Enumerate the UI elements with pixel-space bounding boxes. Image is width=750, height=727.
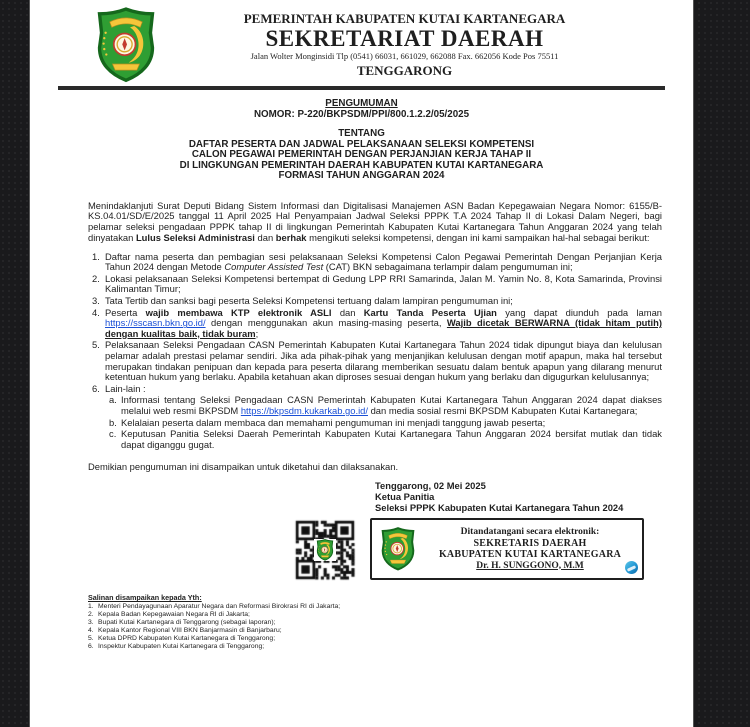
copy-item-number: 3. bbox=[88, 619, 94, 627]
text-segment: berhak bbox=[275, 231, 307, 243]
copies-heading: Salinan disampaikan kepada Yth: bbox=[88, 593, 202, 603]
stamp-text bbox=[424, 527, 636, 571]
list-item bbox=[92, 296, 662, 307]
stamp-signer-name: Dr. H. SUNGGONO, M.M bbox=[476, 560, 584, 571]
announcement-subject-line: FORMASI TAHUN ANGGARAN 2024 bbox=[278, 170, 445, 181]
link[interactable]: https://sscasn.bkn.go.id/ bbox=[105, 317, 206, 329]
announcement-title-block bbox=[30, 99, 693, 182]
bsre-certificate-icon bbox=[625, 561, 638, 574]
text-segment: Menindaklanjuti Surat Deputi Bidang Sistem Informasi dan Digitalisasi Manajemen ASN Badan Kepegawaian Negara Nomor: 6155/B-KS.04.01/SD/E/2025 tanggal 11 April 2025 Hal Penyampaian Jadwal Seleksi PPPK T.A 2024 Tahap II di Lokasi Dalam Negeri, bagi pelamar seleksi pengadaan PPPK tahap II di lingkungan Pemerintah Kabupaten Kutai Kartanegara Tahun Anggaran 2024 yang telah dinyatakan bbox=[88, 199, 662, 243]
copy-item bbox=[88, 643, 662, 651]
announcement-subject-line: DI LINGKUNGAN PEMERINTAH DAERAH KABUPATEN KUTAI KARTANEGARA bbox=[179, 159, 544, 171]
text-segment: Peserta bbox=[105, 306, 146, 318]
stamp-title: Ditandatangani secara elektronik: bbox=[460, 526, 600, 537]
stamp-office-line1: SEKRETARIS DAERAH bbox=[473, 537, 587, 549]
list-item bbox=[92, 252, 662, 273]
electronic-signature-stamp bbox=[370, 518, 644, 580]
text-segment: Informasi tentang Seleksi Pengadaan CASN Pemerintah Kabupaten Kutai Kartanegara Tahun Anggaran 2024 dapat diakses melalui web resmi BKPSDM bbox=[121, 394, 662, 416]
letterhead-text bbox=[162, 12, 647, 77]
signature-place-date: Tenggarong, 02 Mei 2025 bbox=[375, 480, 486, 492]
document-page bbox=[30, 0, 693, 727]
text-segment: wajib membawa KTP elektronik ASLI bbox=[145, 306, 332, 318]
link[interactable]: https://bkpsdm.kukarkab.go.id/ bbox=[240, 405, 368, 416]
letterhead-office: SEKRETARIAT DAERAH bbox=[265, 25, 544, 51]
text-segment: Lokasi pelaksanaan Seleksi Kompetensi bertempat di Gedung LPP RRI Samarinda, Jalan M. Yamin No. 8, Kota Samarinda, Provinsi Kalimantan Timur; bbox=[105, 272, 662, 295]
copy-item-text: Kepala Kantor Regional VIII BKN Banjarmasin di Banjarbaru; bbox=[98, 627, 282, 635]
text-segment: Daftar nama peserta dan pembagian sesi pelaksanaan Seleksi Kompetensi Calon Pegawai Pemerintah Dengan Perjanjian Kerja Tahun 2024 dengan Metode bbox=[105, 250, 662, 273]
list-marker: b. bbox=[109, 416, 117, 428]
list-marker: c. bbox=[109, 428, 117, 440]
sub-list-item bbox=[109, 395, 662, 416]
letterhead-government: PEMERINTAH KABUPATEN KUTAI KARTANEGARA bbox=[243, 11, 566, 27]
copy-item-number: 5. bbox=[88, 635, 94, 643]
sub-list-item bbox=[109, 429, 662, 450]
closing-line: Demikian pengumuman ini disampaikan untuk diketahui dan dilaksanakan. bbox=[88, 461, 399, 473]
kutai-kartanegara-emblem-icon bbox=[90, 7, 162, 83]
copy-item bbox=[88, 635, 662, 643]
signature-block bbox=[375, 481, 693, 513]
list-marker: 2. bbox=[92, 272, 100, 284]
text-segment: Pelaksanaan Seleksi Pengadaan CASN Pemerintah Kabupaten Kutai Kartanegara Tahun 2024 tidak dipungut biaya dan kelulusan pelamar adalah prestasi pelamar sendiri. Jika ada pihak-pihak yang menjanjikan kelulusan dengan motif apapun, maka hal tersebut merupakan tindakan penipuan dan kepada para peserta dilarang memberikan sesuatu dalam bentuk apapun yang dilarang menurut ketentuan hukum yang berlaku. Apabila ketahuan akan diproses sesuai dengan hukum yang berlaku dan digugurkan kelulusannya; bbox=[105, 339, 662, 383]
copy-item-text: Kepala Badan Kepegawaian Negara RI di Jakarta; bbox=[98, 611, 250, 619]
text-segment: dan media sosial resmi BKPSDM Kabupaten Kutai Kartanegara; bbox=[367, 405, 638, 416]
text-segment: (CAT) BKN sebagaimana terlampir dalam pengumuman ini; bbox=[323, 261, 573, 273]
list-item-text bbox=[121, 429, 662, 450]
copy-item-text: Ketua DPRD Kabupaten Kutai Kartanegara di Tenggarong; bbox=[98, 635, 276, 643]
list-item-text bbox=[105, 274, 662, 295]
copy-item bbox=[88, 619, 662, 627]
announcement-about-label: TENTANG bbox=[338, 128, 385, 139]
copy-item bbox=[88, 611, 662, 619]
sub-list-item bbox=[109, 418, 662, 429]
letterhead-city: TENGGARONG bbox=[356, 62, 453, 78]
copy-item-number: 2. bbox=[88, 611, 94, 619]
list-item-text bbox=[105, 252, 662, 273]
list-item-text bbox=[121, 395, 662, 416]
intro-paragraph bbox=[88, 201, 662, 244]
list-item-text bbox=[121, 418, 662, 429]
list-item-text bbox=[105, 296, 662, 307]
announcement-list bbox=[92, 252, 662, 451]
list-item bbox=[92, 274, 662, 295]
text-segment: Lain-lain : bbox=[105, 382, 146, 394]
text-segment: yang dapat diunduh pada laman bbox=[496, 306, 662, 318]
text-segment: Lulus Seleksi Administrasi bbox=[135, 231, 255, 243]
text-segment: Keputusan Panitia Seleksi Daerah Pemerintah Kabupaten Kutai Kartanegara Tahun Anggaran 2024 bersifat mutlak dan tidak dapat diganggu gugat. bbox=[121, 428, 662, 450]
list-item bbox=[92, 308, 662, 340]
list-marker: a. bbox=[109, 394, 117, 406]
text-segment: Kartu Tanda Peserta Ujian bbox=[363, 306, 497, 318]
text-segment: Computer Assisted Test bbox=[224, 261, 324, 273]
copy-item bbox=[88, 627, 662, 635]
copy-item-number: 4. bbox=[88, 627, 94, 635]
list-item-text bbox=[105, 308, 662, 340]
text-segment: Kelalaian peserta dalam membaca dan memahami pengumuman ini menjadi tanggung jawab peserta; bbox=[121, 416, 546, 428]
announcement-subject bbox=[30, 140, 693, 182]
list-item-text bbox=[105, 340, 662, 382]
signature-stamp-row bbox=[293, 518, 693, 582]
copies-list bbox=[88, 603, 662, 651]
text-segment: ; bbox=[255, 327, 259, 339]
copy-item-text: Inspektur Kabupaten Kutai Kartanegara di Tenggarong; bbox=[98, 643, 265, 651]
signature-role-2: Seleksi PPPK Kabupaten Kutai Kartanegara Tahun 2024 bbox=[375, 501, 624, 513]
qr-center-emblem-icon bbox=[314, 539, 336, 561]
qr-code bbox=[293, 518, 357, 582]
announcement-number: NOMOR: P-220/BKPSDM/PPI/800.1.2.2/05/2025 bbox=[253, 108, 470, 120]
announcement-subject-line: CALON PEGAWAI PEMERINTAH DENGAN PERJANJIAN KERJA TAHAP II bbox=[191, 149, 532, 160]
copy-item bbox=[88, 603, 662, 611]
stamp-office-line2: KABUPATEN KUTAI KARTANEGARA bbox=[438, 549, 622, 561]
text-segment: mengikuti seleksi kompetensi, dengan ini kami sampaikan hal-hal sebagai berikut: bbox=[306, 231, 650, 243]
copy-item-text: Bupati Kutai Kartanegara di Tenggarong (sebagai laporan); bbox=[98, 619, 276, 627]
signature-role-1: Ketua Panitia bbox=[375, 490, 435, 502]
list-item bbox=[92, 384, 662, 395]
list-marker: 6. bbox=[92, 382, 100, 394]
copy-item-number: 6. bbox=[88, 643, 94, 651]
list-marker: 4. bbox=[92, 306, 100, 318]
list-item bbox=[92, 340, 662, 382]
announcement-subject-line: DAFTAR PESERTA DAN JADWAL PELAKSANAAN SELEKSI KOMPETENSI bbox=[188, 138, 535, 150]
letterhead-address: Jalan Wolter Monginsidi Tlp (0541) 66031, 661029, 662088 Fax. 662056 Kode Pos 75511 bbox=[250, 51, 559, 62]
list-item-text bbox=[105, 384, 662, 395]
announcement-heading: PENGUMUMAN bbox=[325, 98, 398, 109]
text-segment: dan bbox=[331, 306, 364, 318]
letterhead bbox=[30, 0, 693, 85]
copy-item-number: 1. bbox=[88, 603, 94, 611]
list-marker: 5. bbox=[92, 339, 100, 351]
copy-item-text: Menteri Pendayagunaan Aparatur Negara dan Reformasi Birokrasi RI di Jakarta; bbox=[98, 603, 341, 611]
stamp-emblem-icon bbox=[378, 527, 418, 571]
copies-block bbox=[88, 594, 662, 651]
text-segment: dan bbox=[254, 231, 276, 243]
text-segment: Wajib dicetak BERWARNA (tidak hitam putih) dengan kualitas baik, tidak buram bbox=[105, 317, 662, 339]
list-marker: 1. bbox=[92, 250, 100, 262]
text-segment: Tata Tertib dan sanksi bagi peserta Seleksi Kompetensi tertuang dalam lampiran pengumuman ini; bbox=[105, 295, 513, 307]
text-segment: dengan menggunakan akun masing-masing peserta, bbox=[205, 317, 447, 329]
letterhead-divider bbox=[58, 86, 665, 90]
list-marker: 3. bbox=[92, 295, 100, 307]
